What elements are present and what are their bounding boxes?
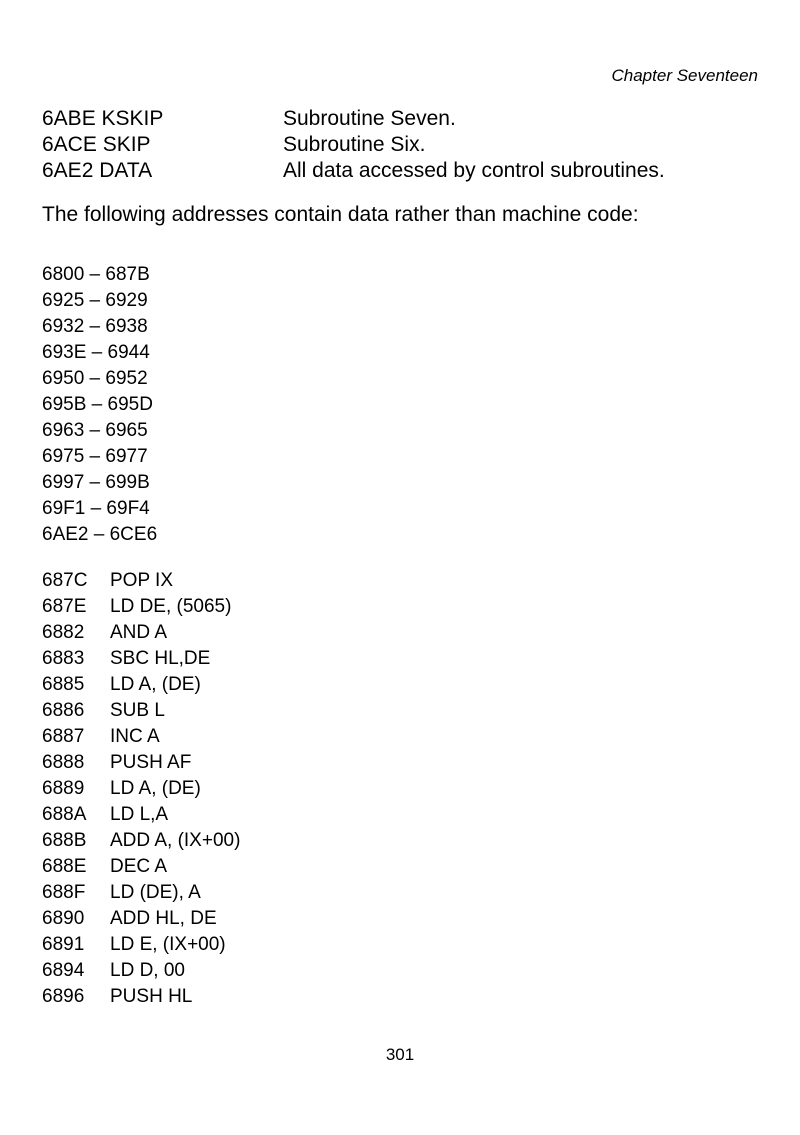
data-range-item: 6950 – 6952 [42,368,148,389]
intro-paragraph: The following addresses contain data rather than machine code: [42,203,639,226]
code-address: 6891 [42,934,85,955]
code-address: 6889 [42,778,85,799]
code-line [42,698,240,724]
data-range-item: 6963 – 6965 [42,420,148,441]
routine-table [42,106,665,184]
data-range-item: 69F1 – 69F4 [42,498,150,519]
data-range-item: 695B – 695D [42,394,153,415]
code-line [42,828,240,854]
code-address: 6883 [42,648,85,669]
code-address: 6888 [42,752,85,773]
data-range-item: 6975 – 6977 [42,446,148,467]
code-instruction: PUSH AF [110,752,192,773]
routine-label: 6ACE SKIP [42,133,151,156]
code-address: 6896 [42,986,85,1007]
code-instruction: LD E, (IX+00) [110,934,226,955]
routine-row [42,132,665,158]
code-instruction: ADD A, (IX+00) [110,830,241,851]
code-line [42,958,240,984]
code-line [42,906,240,932]
code-line [42,932,240,958]
code-instruction: DEC A [110,856,168,877]
code-instruction: LD D, 00 [110,960,185,981]
code-instruction: LD A, (DE) [110,674,201,695]
code-line [42,802,240,828]
data-range-item: 6800 – 687B [42,264,150,285]
code-address: 687E [42,596,87,617]
code-address: 6882 [42,622,85,643]
code-address: 6886 [42,700,85,721]
code-address: 688E [42,856,87,877]
data-range-item: 6925 – 6929 [42,290,148,311]
code-instruction: LD L,A [110,804,169,825]
code-instruction: SUB L [110,700,165,721]
code-address: 6885 [42,674,85,695]
routine-row [42,106,665,132]
page-number: 301 [385,1045,415,1064]
code-address: 688B [42,830,87,851]
routine-description: Subroutine Seven. [283,107,456,130]
code-instruction: POP IX [110,570,174,591]
routine-label: 6AE2 DATA [42,159,153,182]
routine-description: All data accessed by control subroutines. [283,159,665,182]
routine-label: 6ABE KSKIP [42,107,164,130]
code-instruction: LD (DE), A [110,882,201,903]
code-line [42,620,240,646]
code-address: 687C [42,570,88,591]
routine-row [42,158,665,184]
data-range-item: 693E – 6944 [42,342,150,363]
code-line [42,880,240,906]
data-range-item: 6932 – 6938 [42,316,148,337]
data-range-list [42,262,157,548]
code-instruction: LD DE, (5065) [110,596,232,617]
code-line [42,568,240,594]
data-range-item: 6997 – 699B [42,472,150,493]
code-instruction: ADD HL, DE [110,908,217,929]
code-instruction: PUSH HL [110,986,193,1007]
code-instruction: SBC HL,DE [110,648,211,669]
data-range-item: 6AE2 – 6CE6 [42,524,158,545]
code-address: 6894 [42,960,85,981]
code-listing [42,568,240,1010]
code-line [42,594,240,620]
code-line [42,750,240,776]
code-address: 688A [42,804,87,825]
code-instruction: INC A [110,726,160,747]
code-address: 6890 [42,908,85,929]
code-address: 6887 [42,726,85,747]
code-instruction: LD A, (DE) [110,778,201,799]
chapter-header: Chapter Seventeen [611,66,758,85]
code-address: 688F [42,882,86,903]
code-line [42,672,240,698]
code-line [42,724,240,750]
code-line [42,776,240,802]
code-instruction: AND A [110,622,168,643]
code-line [42,984,240,1010]
code-line [42,646,240,672]
routine-description: Subroutine Six. [283,133,426,156]
code-line [42,854,240,880]
